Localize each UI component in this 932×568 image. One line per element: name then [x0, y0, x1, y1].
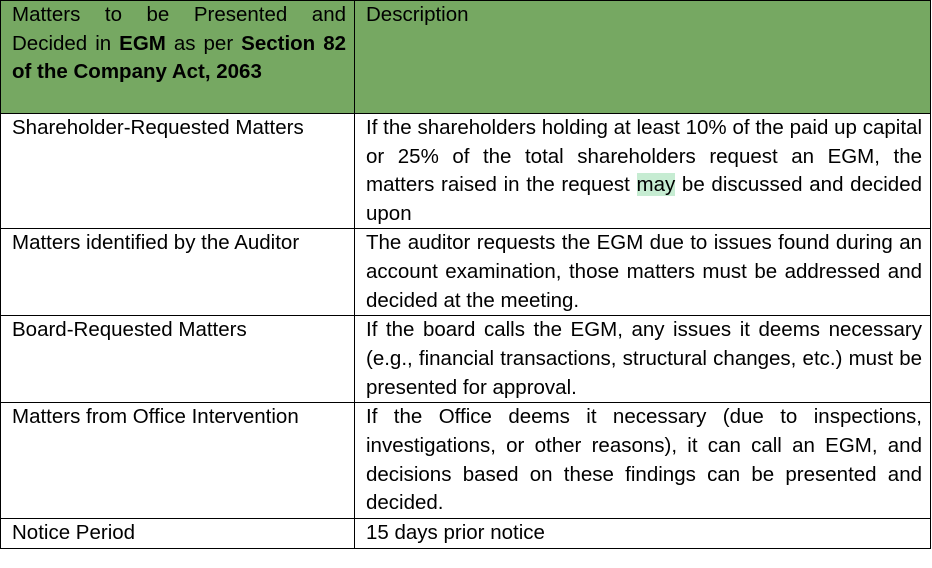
matter-cell: Board-Requested Matters [1, 316, 355, 403]
header-section-reference: Section 82 of the Company Act, 2063 [12, 31, 346, 84]
highlighted-word: may [636, 173, 676, 197]
matter-cell: Notice Period [1, 518, 355, 548]
header-egm-text: EGM [119, 31, 166, 55]
table-header [1, 1, 931, 114]
header-matters-text: Matters to be Presented and Decided in [12, 3, 346, 55]
header-description-cell: Description [355, 1, 931, 114]
description-text: If the shareholders holding at least 10% of the paid up capital or 25% of the total shareholders request an EGM, the matters raised in the request [366, 116, 922, 197]
matter-cell: Matters from Office Intervention [1, 403, 355, 518]
table-row [1, 403, 931, 518]
description-text-end: be discussed and decided upon [366, 173, 922, 225]
description-cell [355, 114, 931, 229]
table-row [1, 518, 931, 548]
header-row [1, 1, 931, 114]
description-cell: If the board calls the EGM, any issues it deems necessary (e.g., financial transactions, structural changes, etc.) must be presented for approval. [355, 316, 931, 403]
table-row [1, 229, 931, 316]
table-row [1, 316, 931, 403]
table-row [1, 114, 931, 229]
description-cell: The auditor requests the EGM due to issues found during an account examination, those matters must be addressed and decided at the meeting. [355, 229, 931, 316]
header-as-per-text: as per [165, 31, 242, 55]
description-cell: If the Office deems it necessary (due to inspections, investigations, or other reasons), it can call an EGM, and decisions based on these findings can be presented and decided. [355, 403, 931, 518]
matter-cell: Shareholder-Requested Matters [1, 114, 355, 229]
table-body [1, 114, 931, 549]
matter-cell: Matters identified by the Auditor [1, 229, 355, 316]
description-cell: 15 days prior notice [355, 518, 931, 548]
header-matters-cell [1, 1, 355, 114]
